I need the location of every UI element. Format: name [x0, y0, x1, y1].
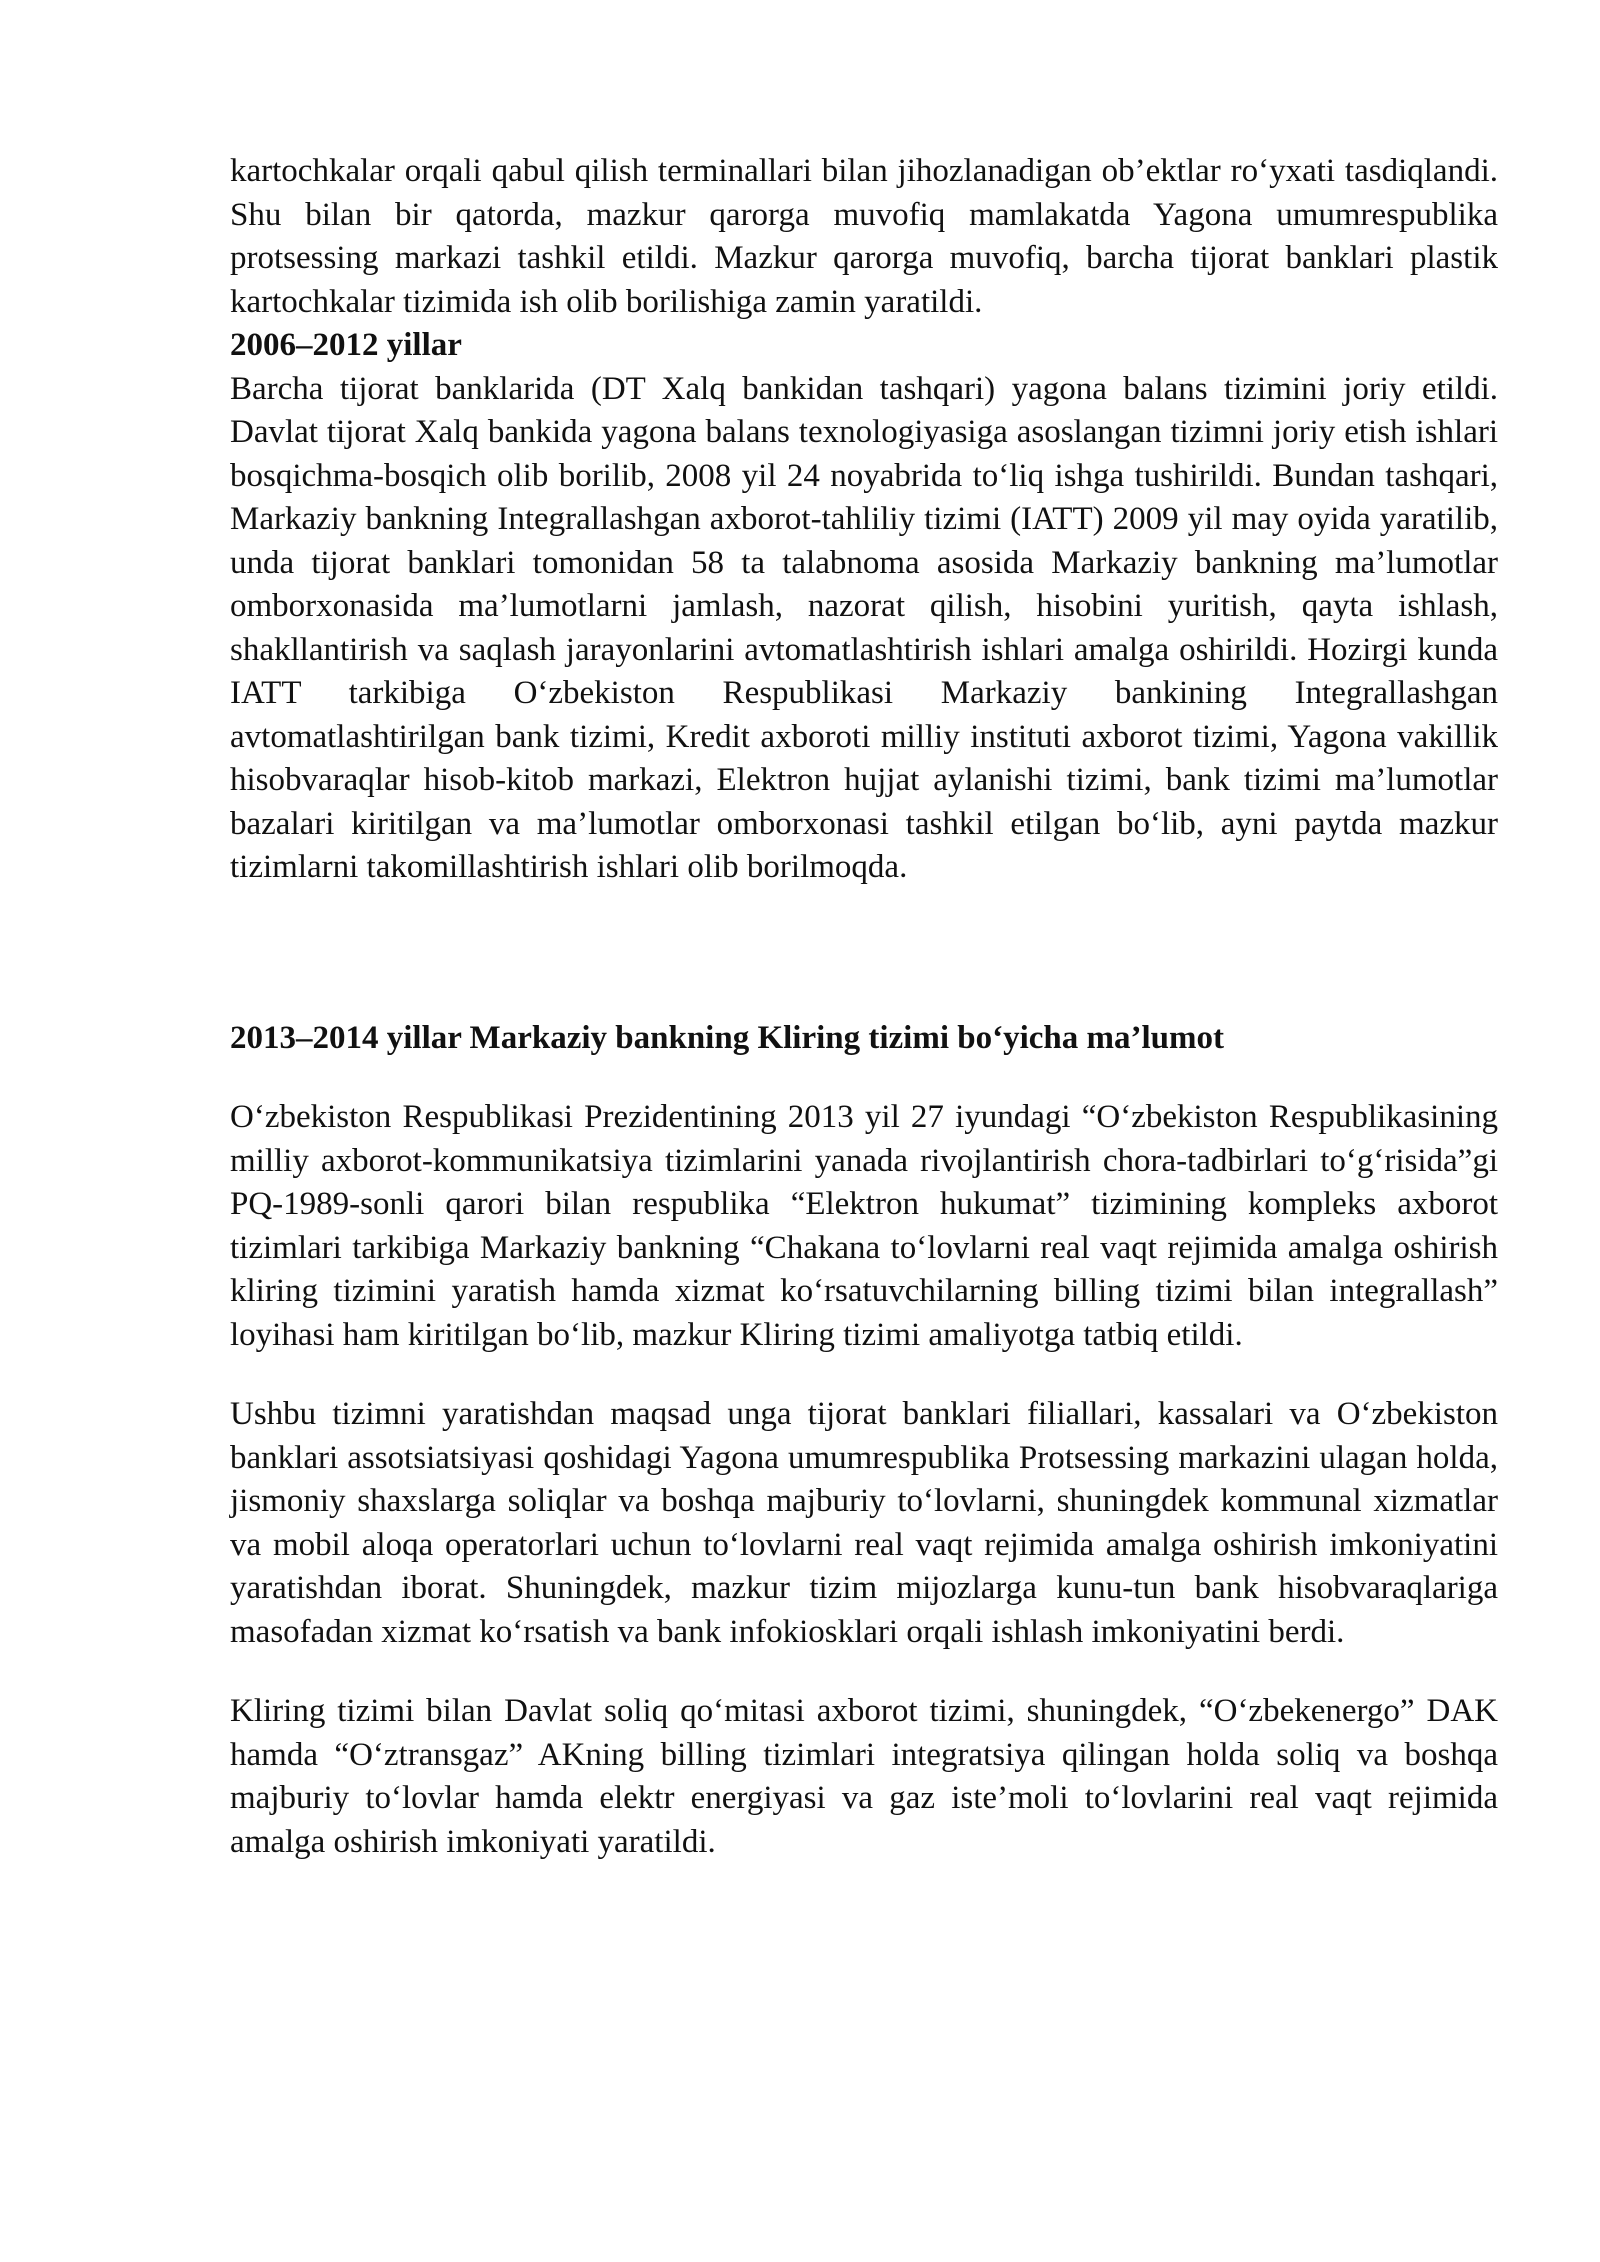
section-2006-paragraph: Barcha tijorat banklarida (DT Xalq bankidan tashqari) yagona balans tizimini joriy etildi. Davlat tijorat Xalq bankida yagona balans texnologiyasiga asoslangan tizimni joriy etish ishlari bosqichma-bosqich olib borilib, 2008 yil 24 noyabrida to‘liq ishga tushirildi. Bundan tashqari, Markaziy bankning Integrallashgan axborot-tahliliy tizimi (IATT) 2009 yil may oyida yaratilib, unda tijorat banklari tomonidan 58 ta talabnoma asosida Markaziy bankning ma’lumotlar omborxonasida ma’lumotlarni jamlash, nazorat qilish, hisobini yuritish, qayta ishlash, shakllantirish va saqlash jarayonlarini avtomatlashtirish ishlari amalga oshirildi. Hozirgi kunda IATT tarkibiga O‘zbekiston Respublikasi Markaziy bankining Integrallashgan avtomatlashtirilgan bank tizimi, Kredit axboroti milliy instituti axborot tizimi, Yagona vakillik hisobvaraqlar hisob-kitob markazi, Elektron hujjat aylanishi tizimi, bank tizimi ma’lumotlar bazalari kiritilgan va ma’lumotlar omborxonasi tashkil etilgan bo‘lib, ayni paytda mazkur tizimlarni takomillashtirish ishlari olib borilmoqda. — [230, 370, 1498, 885]
section-2013-paragraph-1: O‘zbekiston Respublikasi Prezidentining 2013 yil 27 iyundagi “O‘zbekiston Respublikasining milliy axborot-kommunikatsiya tizimlarini yanada rivojlantirish chora-tadbirlari to‘g‘risida”gi PQ-1989-sonli qarori bilan respublika “Elektron hukumat” tizimining kompleks axborot tizimlari tarkibiga Markaziy bankning “Chakana to‘lovlarni real vaqt rejimida amalga oshirish kliring tizimini yaratish hamda xizmat ko‘rsatuvchilarning billing tizimi bilan integrallash” loyihasi ham kiritilgan bo‘lib, mazkur Kliring tizimi amaliyotga tatbiq etildi. — [230, 1099, 1498, 1353]
heading-spacer — [230, 1060, 1498, 1096]
document-page — [230, 150, 1498, 1864]
section-spacer — [230, 890, 1498, 1017]
paragraph-spacer — [230, 1654, 1498, 1690]
section-2006-heading: 2006–2012 yillar — [230, 327, 462, 363]
intro-paragraph: kartochkalar orqali qabul qilish terminallari bilan jihozlanadigan ob’ektlar ro‘yxati tasdiqlandi. Shu bilan bir qatorda, mazkur qarorga muvofiq mamlakatda Yagona umumrespublika protsessing markazi tashkil etildi. Mazkur qarorga muvofiq, barcha tijorat banklari plastik kartochkalar tizimida ish olib borilishiga zamin yaratildi. — [230, 153, 1498, 320]
section-2013-paragraph-3: Kliring tizimi bilan Davlat soliq qo‘mitasi axborot tizimi, shuningdek, “O‘zbekenergo” DAK hamda “O‘ztransgaz” AKning billing tizimlari integratsiya qilingan holda soliq va boshqa majburiy to‘lovlar hamda elektr energiyasi va gaz iste’moli to‘lovlarini real vaqt rejimida amalga oshirish imkoniyati yaratildi. — [230, 1693, 1498, 1860]
section-2013-heading: 2013–2014 yillar Markaziy bankning Kliring tizimi bo‘yicha ma’lumot — [230, 1019, 1224, 1056]
section-2013-paragraph-2: Ushbu tizimni yaratishdan maqsad unga tijorat banklari filiallari, kassalari va O‘zbekiston banklari assotsiatsiyasi qoshidagi Yagona umumrespublika Protsessing markazini ulagan holda, jismoniy shaxslarga soliqlar va boshqa majburiy to‘lovlarni, shuningdek kommunal xizmatlar va mobil aloqa operatorlari uchun to‘lovlarni real vaqt rejimida amalga oshirish imkoniyatini yaratishdan iborat. Shuningdek, mazkur tizim mijozlarga kunu-tun bank hisobvaraqlariga masofadan xizmat ko‘rsatish va bank infokiosklari orqali ishlash imkoniyatini berdi. — [230, 1396, 1498, 1650]
paragraph-spacer — [230, 1357, 1498, 1393]
